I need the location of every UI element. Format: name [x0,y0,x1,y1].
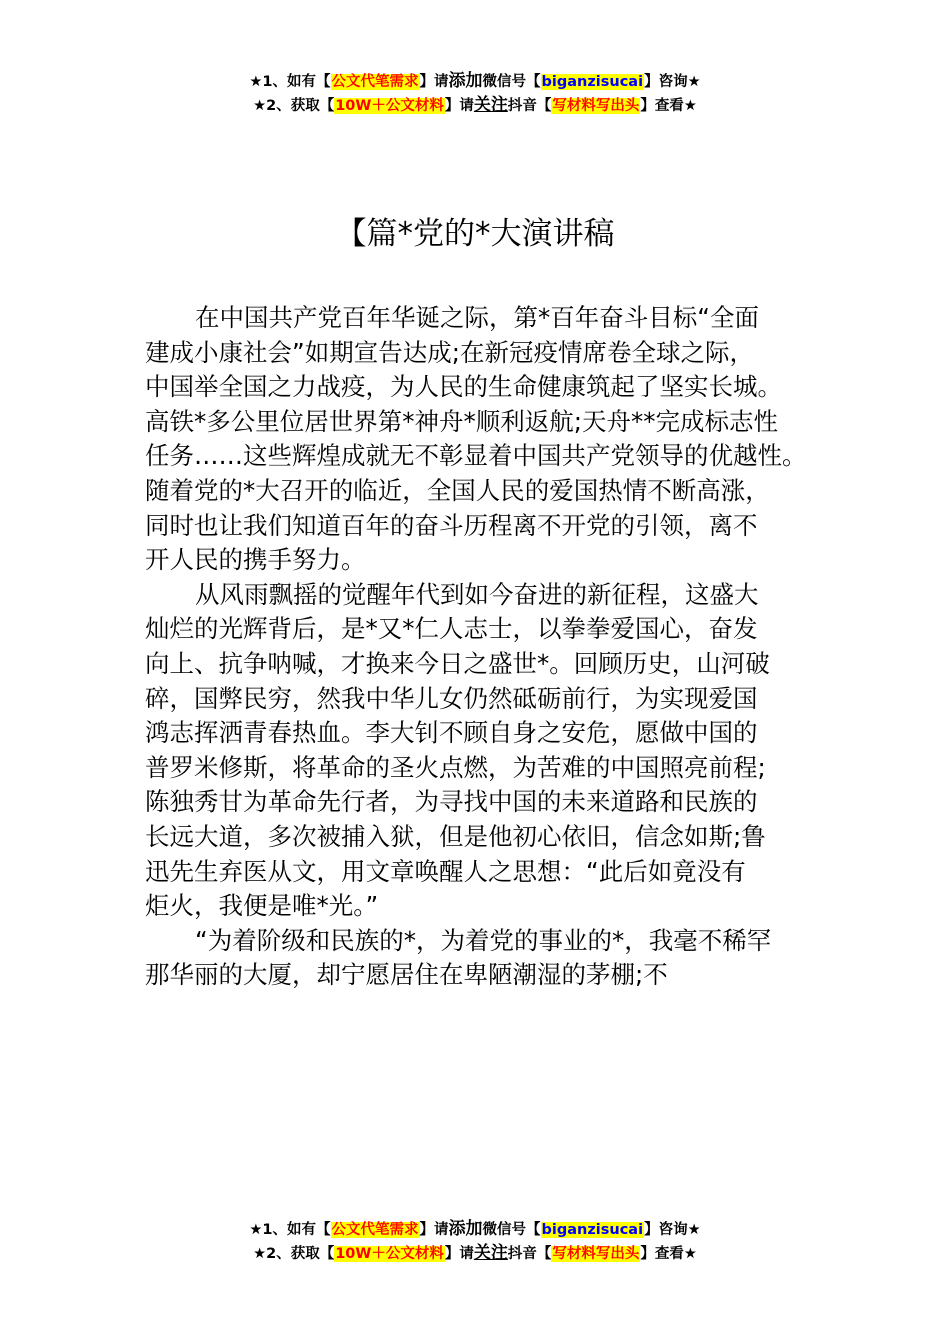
text-line: 高铁*多公里位居世界第*神舟*顺利返航;天舟**完成标志性 [145,406,779,436]
text-line: 普罗米修斯，将革命的圣火点燃，为苦难的中国照亮前程; [145,752,766,782]
banner-line-1 [0,69,950,93]
text-line: 碎，国弊民穷，然我中华儿女仍然砥砺前行，为实现爱国 [145,683,758,713]
banner-text: ★1、如有【 [249,1222,331,1238]
text-line: 炬火，我便是唯*光。” [145,891,379,921]
banner-emphasis: 添加 [448,71,483,91]
banner-text: 】请 [419,74,449,90]
banner-highlight: 公文代笔需求 [331,1222,419,1238]
text-line: 从风雨飘摇的觉醒年代到如今奋进的新征程，这盛大 [195,579,759,609]
banner-highlight: 10W＋公文材料 [335,1246,444,1262]
banner-emphasis: 添加 [448,1219,483,1239]
banner-wechat-id: biganzisucai [541,74,644,90]
text-line: 迅先生弃医从文，用文章唤醒人之思想：“此后如竟没有 [145,856,746,886]
text-line: 长远大道，多次被捕入狱，但是他初心依旧，信念如斯;鲁 [145,821,766,851]
banner-text: 】咨询★ [644,1222,701,1238]
text-line: 灿烂的光辉背后，是*又*仁人志士，以拳拳爱国心，奋发 [145,614,758,644]
document-body [145,301,810,993]
text-line: 鸿志挥洒青春热血。李大钊不顾自身之安危，愿做中国的 [145,718,758,748]
banner-text: 抖音【 [507,98,552,114]
footer-banner [0,1217,950,1265]
banner-text: 】请 [419,1222,449,1238]
text-line: 中国举全国之力战疫，为人民的生命健康筑起了坚实长城。 [145,372,782,402]
banner-text: 】查看★ [640,98,697,114]
banner-highlight: 写材料写出头 [552,98,640,114]
banner-text: ★2、获取【 [253,98,335,114]
header-banner [0,69,950,117]
banner-text: 】查看★ [640,1246,697,1262]
banner-wechat-id: biganzisucai [541,1222,644,1238]
banner-text: ★2、获取【 [253,1246,335,1262]
banner-line-1 [0,1217,950,1241]
text-line: 随着党的*大召开的临近，全国人民的爱国热情不断高涨， [145,475,770,505]
text-line: 向上、抗争呐喊，才换来今日之盛世*。回顾历史，山河破 [145,648,770,678]
banner-text: 抖音【 [507,1246,552,1262]
banner-text: 微信号【 [482,1222,541,1238]
banner-text: 微信号【 [482,74,541,90]
banner-highlight: 公文代笔需求 [331,74,419,90]
text-line: 在中国共产党百年华诞之际，第*百年奋斗目标“全面 [195,303,759,332]
banner-text: 】咨询★ [644,74,701,90]
banner-emphasis: 关注 [473,95,508,115]
text-line: 开人民的携手努力。 [145,545,366,575]
banner-highlight: 写材料写出头 [552,1246,640,1262]
text-line: 任务……这些辉煌成就无不彰显着中国共产党领导的优越性。 [145,441,807,471]
text-line: 建成小康社会”如期宣告达成;在新冠疫情席卷全球之际， [145,337,754,367]
banner-highlight: 10W＋公文材料 [335,98,444,114]
banner-line-2 [0,1241,950,1265]
text-line: 陈独秀甘为革命先行者，为寻找中国的未来道路和民族的 [145,787,758,817]
banner-emphasis: 关注 [473,1243,508,1263]
text-line: 同时也让我们知道百年的奋斗历程离不开党的引领，离不 [145,510,758,540]
text-line: “为着阶级和民族的*，为着党的事业的*，我毫不稀罕 [195,925,772,955]
banner-text: 】请 [444,98,474,114]
document-title: 【篇*党的*大演讲稿 [335,216,615,252]
text-line: 那华丽的大厦，却宁愿居住在卑陋潮湿的茅棚;不 [145,960,668,990]
banner-line-2 [0,93,950,117]
banner-text: 】请 [444,1246,474,1262]
banner-text: ★1、如有【 [249,74,331,90]
